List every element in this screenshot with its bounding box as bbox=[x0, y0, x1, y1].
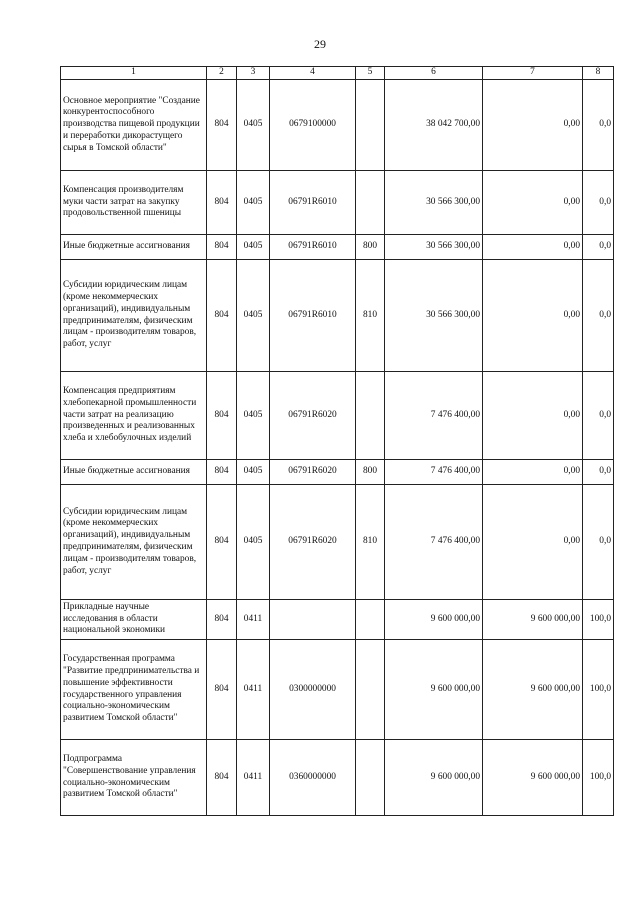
cell-executed: 0,00 bbox=[483, 171, 583, 235]
cell-section: 0405 bbox=[237, 80, 270, 171]
cell-name: Государственная программа "Развитие предпринимательства и повышение эффективности государственного управления социально-экономическим развитием Томской области" bbox=[61, 640, 207, 740]
header-col-3: 3 bbox=[237, 67, 270, 80]
cell-section: 0405 bbox=[237, 171, 270, 235]
cell-percent: 0,0 bbox=[583, 80, 614, 171]
cell-percent: 100,0 bbox=[583, 740, 614, 816]
cell-expense-type bbox=[356, 600, 385, 640]
cell-plan: 30 566 300,00 bbox=[385, 260, 483, 372]
header-col-8: 8 bbox=[583, 67, 614, 80]
cell-ministry: 804 bbox=[207, 260, 237, 372]
table-row bbox=[61, 372, 614, 460]
cell-target-article: 0360000000 bbox=[270, 740, 356, 816]
table-row bbox=[61, 260, 614, 372]
table-row bbox=[61, 740, 614, 816]
table-row bbox=[61, 485, 614, 600]
header-col-7: 7 bbox=[483, 67, 583, 80]
cell-name: Иные бюджетные ассигнования bbox=[61, 460, 207, 485]
cell-executed: 0,00 bbox=[483, 460, 583, 485]
cell-target-article: 06791R6010 bbox=[270, 235, 356, 260]
cell-percent: 100,0 bbox=[583, 640, 614, 740]
cell-percent: 0,0 bbox=[583, 485, 614, 600]
header-row bbox=[61, 67, 614, 80]
cell-plan: 30 566 300,00 bbox=[385, 171, 483, 235]
cell-expense-type: 800 bbox=[356, 460, 385, 485]
cell-executed: 0,00 bbox=[483, 260, 583, 372]
cell-percent: 0,0 bbox=[583, 171, 614, 235]
cell-executed: 9 600 000,00 bbox=[483, 740, 583, 816]
cell-expense-type bbox=[356, 171, 385, 235]
budget-table bbox=[60, 66, 614, 816]
cell-section: 0405 bbox=[237, 460, 270, 485]
cell-ministry: 804 bbox=[207, 372, 237, 460]
cell-expense-type: 810 bbox=[356, 260, 385, 372]
cell-target-article: 06791R6010 bbox=[270, 171, 356, 235]
table-row bbox=[61, 80, 614, 171]
cell-ministry: 804 bbox=[207, 171, 237, 235]
cell-name: Субсидии юридическим лицам (кроме некоммерческих организаций), индивидуальным предпринимателям, физическим лицам - производителям товаров, работ, услуг bbox=[61, 485, 207, 600]
cell-plan: 9 600 000,00 bbox=[385, 640, 483, 740]
cell-percent: 100,0 bbox=[583, 600, 614, 640]
cell-expense-type bbox=[356, 372, 385, 460]
header-col-6: 6 bbox=[385, 67, 483, 80]
cell-target-article: 06791R6020 bbox=[270, 372, 356, 460]
cell-percent: 0,0 bbox=[583, 260, 614, 372]
table-row bbox=[61, 171, 614, 235]
cell-name: Компенсация производителям муки части затрат на закупку продовольственной пшеницы bbox=[61, 171, 207, 235]
cell-expense-type: 810 bbox=[356, 485, 385, 600]
cell-expense-type bbox=[356, 640, 385, 740]
cell-plan: 9 600 000,00 bbox=[385, 600, 483, 640]
cell-name: Субсидии юридическим лицам (кроме некоммерческих организаций), индивидуальным предпринимателям, физическим лицам - производителям товаров, работ, услуг bbox=[61, 260, 207, 372]
cell-section: 0405 bbox=[237, 235, 270, 260]
cell-section: 0411 bbox=[237, 740, 270, 816]
cell-executed: 0,00 bbox=[483, 485, 583, 600]
cell-executed: 9 600 000,00 bbox=[483, 600, 583, 640]
cell-plan: 38 042 700,00 bbox=[385, 80, 483, 171]
cell-executed: 0,00 bbox=[483, 372, 583, 460]
cell-target-article: 06791R6020 bbox=[270, 485, 356, 600]
cell-target-article: 06791R6010 bbox=[270, 260, 356, 372]
cell-ministry: 804 bbox=[207, 740, 237, 816]
cell-plan: 30 566 300,00 bbox=[385, 235, 483, 260]
cell-section: 0411 bbox=[237, 600, 270, 640]
cell-section: 0405 bbox=[237, 260, 270, 372]
cell-ministry: 804 bbox=[207, 485, 237, 600]
cell-ministry: 804 bbox=[207, 640, 237, 740]
cell-ministry: 804 bbox=[207, 460, 237, 485]
cell-section: 0405 bbox=[237, 485, 270, 600]
cell-name: Основное мероприятие "Создание конкурентоспособного производства пищевой продукции и переработки дикорастущего сырья в Томской области" bbox=[61, 80, 207, 171]
cell-name: Подпрограмма "Совершенствование управления социально-экономическим развитием Томской области" bbox=[61, 740, 207, 816]
cell-expense-type bbox=[356, 740, 385, 816]
cell-name: Компенсация предприятиям хлебопекарной промышленности части затрат на реализацию произведенных и реализованных хлеба и хлебобулочных изделий bbox=[61, 372, 207, 460]
table-row bbox=[61, 460, 614, 485]
header-col-2: 2 bbox=[207, 67, 237, 80]
header-col-1: 1 bbox=[61, 67, 207, 80]
cell-target-article: 0300000000 bbox=[270, 640, 356, 740]
cell-target-article: 0679100000 bbox=[270, 80, 356, 171]
cell-plan: 7 476 400,00 bbox=[385, 485, 483, 600]
table-row bbox=[61, 235, 614, 260]
cell-expense-type bbox=[356, 80, 385, 171]
cell-ministry: 804 bbox=[207, 235, 237, 260]
header-col-4: 4 bbox=[270, 67, 356, 80]
cell-section: 0411 bbox=[237, 640, 270, 740]
cell-ministry: 804 bbox=[207, 80, 237, 171]
cell-name: Прикладные научные исследования в области национальной экономики bbox=[61, 600, 207, 640]
cell-percent: 0,0 bbox=[583, 460, 614, 485]
cell-ministry: 804 bbox=[207, 600, 237, 640]
table-row bbox=[61, 640, 614, 740]
cell-percent: 0,0 bbox=[583, 235, 614, 260]
cell-executed: 0,00 bbox=[483, 235, 583, 260]
cell-name: Иные бюджетные ассигнования bbox=[61, 235, 207, 260]
table-row bbox=[61, 600, 614, 640]
page-number: 29 bbox=[314, 37, 326, 51]
header-col-5: 5 bbox=[356, 67, 385, 80]
cell-plan: 7 476 400,00 bbox=[385, 372, 483, 460]
cell-section: 0405 bbox=[237, 372, 270, 460]
cell-executed: 9 600 000,00 bbox=[483, 640, 583, 740]
cell-executed: 0,00 bbox=[483, 80, 583, 171]
cell-plan: 9 600 000,00 bbox=[385, 740, 483, 816]
cell-plan: 7 476 400,00 bbox=[385, 460, 483, 485]
cell-percent: 0,0 bbox=[583, 372, 614, 460]
cell-target-article bbox=[270, 600, 356, 640]
cell-target-article: 06791R6020 bbox=[270, 460, 356, 485]
cell-expense-type: 800 bbox=[356, 235, 385, 260]
